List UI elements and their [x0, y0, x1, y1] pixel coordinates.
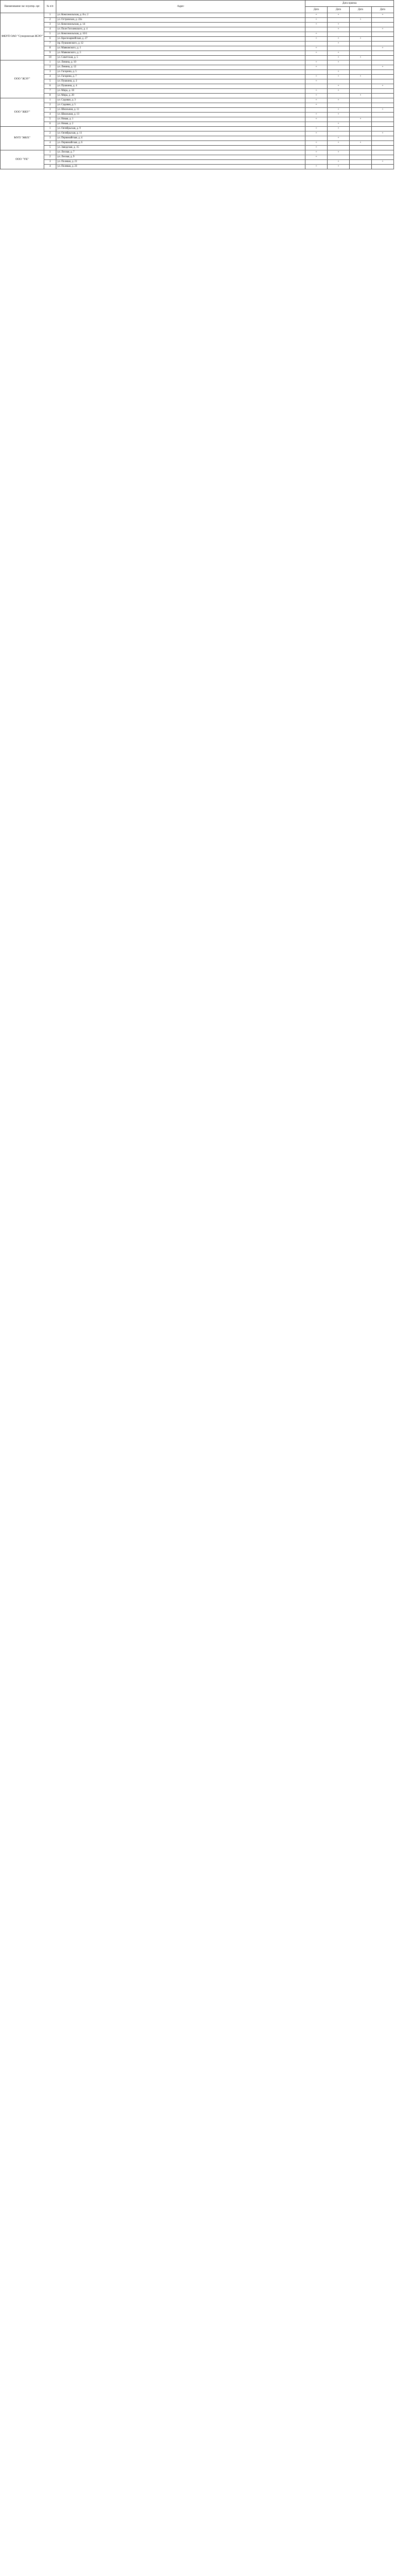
mark-cell: +: [350, 75, 372, 79]
mark-cell: [350, 122, 372, 127]
address-cell: ул. Маяковского, д. 1: [56, 46, 305, 51]
mark-cell: [372, 60, 394, 65]
mark-cell: [328, 32, 350, 37]
mark-cell: [372, 103, 394, 108]
address-cell: ул. Школьная, д. 11: [56, 108, 305, 113]
mark-cell: +: [305, 98, 328, 103]
mark-cell: +: [350, 117, 372, 122]
mark-cell: [350, 27, 372, 32]
row-number-cell: 4: [44, 27, 56, 32]
mark-cell: +: [328, 160, 350, 165]
mark-cell: +: [305, 79, 328, 84]
mark-cell: +: [328, 42, 350, 46]
header-date-group: Дата приема: [305, 1, 394, 7]
table-row: [1, 75, 394, 79]
header-col-3: Дата: [350, 7, 372, 13]
mark-cell: +: [305, 13, 328, 18]
mark-cell: [372, 18, 394, 23]
table-row: [1, 70, 394, 75]
mark-cell: +: [372, 108, 394, 113]
row-number-cell: 3: [44, 23, 56, 27]
address-cell: ул. Островская, д. 22а: [56, 18, 305, 23]
mark-cell: +: [372, 160, 394, 165]
table-row: [1, 117, 394, 122]
mark-cell: [372, 113, 394, 117]
mark-cell: [350, 65, 372, 70]
mark-cell: +: [305, 113, 328, 117]
mark-cell: +: [328, 60, 350, 65]
table-row: [1, 42, 394, 46]
mark-cell: [372, 94, 394, 98]
mark-cell: [350, 60, 372, 65]
mark-cell: [350, 103, 372, 108]
mark-cell: +: [305, 165, 328, 169]
mark-cell: +: [328, 122, 350, 127]
address-cell: ул. Советская, д. 5: [56, 56, 305, 60]
mark-cell: [372, 122, 394, 127]
mark-cell: +: [350, 141, 372, 146]
address-cell: пр. Пушкинского, д. 12: [56, 42, 305, 46]
mark-cell: +: [372, 13, 394, 18]
address-cell: ул. Октябрьская, д. 11: [56, 132, 305, 136]
row-number-cell: 3: [44, 136, 56, 141]
address-cell: ул. Гагарина, д. 5: [56, 70, 305, 75]
mark-cell: [305, 84, 328, 89]
row-number-cell: 1: [44, 150, 56, 155]
mark-cell: [350, 146, 372, 150]
row-number-cell: 3: [44, 160, 56, 165]
mark-cell: [372, 136, 394, 141]
housing-table: [0, 0, 394, 169]
table-row: [1, 84, 394, 89]
mark-cell: +: [350, 56, 372, 60]
mark-cell: [328, 65, 350, 70]
row-number-cell: 2: [44, 103, 56, 108]
row-number-cell: 2: [44, 18, 56, 23]
mark-cell: [305, 136, 328, 141]
mark-cell: +: [328, 150, 350, 155]
row-number-cell: 4: [44, 113, 56, 117]
table-row: [1, 32, 394, 37]
mark-cell: +: [350, 37, 372, 42]
row-number-cell: 1: [44, 60, 56, 65]
address-cell: ул. Маяковского, д. 3: [56, 51, 305, 56]
table-row: [1, 136, 394, 141]
mark-cell: +: [305, 60, 328, 65]
table-row: [1, 108, 394, 113]
address-cell: ул. Пушкина, д. 2: [56, 79, 305, 84]
header-org: Наименование экс плуатир. орг.: [1, 1, 44, 13]
address-cell: ул. Мира, д. 20: [56, 94, 305, 98]
mark-cell: [372, 79, 394, 84]
mark-cell: +: [305, 155, 328, 160]
address-cell: ул. Красноармейская, д. 27: [56, 37, 305, 42]
row-number-cell: 4: [44, 75, 56, 79]
row-number-cell: 8: [44, 94, 56, 98]
row-number-cell: 5: [44, 32, 56, 37]
mark-cell: [372, 146, 394, 150]
mark-cell: [350, 51, 372, 56]
table-row: [1, 132, 394, 136]
mark-cell: [350, 136, 372, 141]
mark-cell: +: [328, 27, 350, 32]
mark-cell: +: [372, 84, 394, 89]
row-number-cell: 6: [44, 84, 56, 89]
mark-cell: +: [328, 51, 350, 56]
mark-cell: [372, 56, 394, 60]
mark-cell: +: [305, 65, 328, 70]
mark-cell: +: [328, 23, 350, 27]
mark-cell: [350, 42, 372, 46]
mark-cell: [350, 160, 372, 165]
table-row: [1, 60, 394, 65]
mark-cell: +: [372, 46, 394, 51]
mark-cell: [372, 89, 394, 94]
mark-cell: +: [305, 127, 328, 132]
mark-cell: [372, 70, 394, 75]
mark-cell: +: [305, 23, 328, 27]
org-name-cell: МУП "ЖКХ": [1, 127, 44, 150]
address-cell: ул. Комсомольская, д. 14: [56, 23, 305, 27]
mark-cell: +: [328, 113, 350, 117]
address-cell: ул. Садовая, д. 3: [56, 98, 305, 103]
mark-cell: +: [328, 108, 350, 113]
mark-cell: [372, 127, 394, 132]
mark-cell: [372, 141, 394, 146]
table-row: [1, 150, 394, 155]
mark-cell: [350, 70, 372, 75]
table-row: [1, 89, 394, 94]
address-cell: ул. Первомайская, д. 6: [56, 141, 305, 146]
table-row: [1, 46, 394, 51]
table-row: [1, 113, 394, 117]
org-name-cell: ООО "УК": [1, 150, 44, 169]
mark-cell: [350, 79, 372, 84]
table-row: [1, 23, 394, 27]
mark-cell: [350, 113, 372, 117]
address-cell: ул. Заводская, д. 15: [56, 146, 305, 150]
mark-cell: +: [328, 165, 350, 169]
row-number-cell: 10: [44, 56, 56, 60]
mark-cell: [372, 23, 394, 27]
mark-cell: [305, 70, 328, 75]
row-number-cell: 6: [44, 37, 56, 42]
table-row: [1, 65, 394, 70]
mark-cell: [350, 13, 372, 18]
row-number-cell: 1: [44, 98, 56, 103]
address-cell: ул. Садовая, д. 5: [56, 103, 305, 108]
row-number-cell: 3: [44, 70, 56, 75]
org-name-cell: ООО "ЖЭУ": [1, 60, 44, 98]
address-cell: ул. Полевая, д. 21: [56, 160, 305, 165]
table-row: [1, 165, 394, 169]
row-number-cell: 1: [44, 127, 56, 132]
row-number-cell: 2: [44, 132, 56, 136]
table-row: [1, 103, 394, 108]
mark-cell: [305, 122, 328, 127]
table-body: [1, 13, 394, 169]
row-number-cell: 9: [44, 51, 56, 56]
mark-cell: [372, 165, 394, 169]
org-name-cell: ООО "ЖКУ": [1, 98, 44, 127]
mark-cell: [350, 84, 372, 89]
address-cell: ул. Ленина, д. 12: [56, 65, 305, 70]
address-cell: ул. Лесная, д. 9: [56, 155, 305, 160]
mark-cell: +: [372, 132, 394, 136]
mark-cell: +: [328, 98, 350, 103]
mark-cell: +: [305, 37, 328, 42]
row-number-cell: 5: [44, 79, 56, 84]
address-cell: ул. Поле Гоголевского, д. 4: [56, 27, 305, 32]
mark-cell: [350, 165, 372, 169]
mark-cell: [350, 89, 372, 94]
table-row: [1, 27, 394, 32]
mark-cell: [328, 132, 350, 136]
table-row: [1, 79, 394, 84]
mark-cell: +: [305, 75, 328, 79]
mark-cell: [328, 94, 350, 98]
row-number-cell: 3: [44, 108, 56, 113]
mark-cell: +: [305, 117, 328, 122]
mark-cell: +: [305, 132, 328, 136]
mark-cell: +: [328, 70, 350, 75]
address-cell: ул. Первомайская, д. 4: [56, 136, 305, 141]
mark-cell: +: [372, 65, 394, 70]
mark-cell: [350, 132, 372, 136]
mark-cell: [372, 98, 394, 103]
address-cell: ул. Полевая, д. 23: [56, 165, 305, 169]
mark-cell: [372, 117, 394, 122]
mark-cell: [328, 103, 350, 108]
header-col-2: Дата: [328, 7, 350, 13]
table-row: [1, 56, 394, 60]
mark-cell: +: [372, 27, 394, 32]
mark-cell: +: [305, 103, 328, 108]
table-row: [1, 37, 394, 42]
mark-cell: +: [305, 150, 328, 155]
row-number-cell: 2: [44, 65, 56, 70]
address-cell: ул. Мира, д. 18: [56, 89, 305, 94]
header-col-1: Дата: [305, 7, 328, 13]
table-row: [1, 127, 394, 132]
mark-cell: [350, 46, 372, 51]
row-number-cell: 5: [44, 146, 56, 150]
mark-cell: +: [328, 84, 350, 89]
mark-cell: [328, 46, 350, 51]
row-number-cell: 7: [44, 42, 56, 46]
mark-cell: [305, 56, 328, 60]
mark-cell: [372, 51, 394, 56]
table-row: [1, 160, 394, 165]
table-row: [1, 51, 394, 56]
address-cell: ул. Комсомольская, д. 16/1: [56, 32, 305, 37]
mark-cell: +: [328, 37, 350, 42]
mark-cell: [372, 37, 394, 42]
address-cell: ул. Ленина, д. 10: [56, 60, 305, 65]
address-cell: ул. Комсомольская, д. 8 к. 2: [56, 13, 305, 18]
mark-cell: [328, 146, 350, 150]
mark-cell: +: [305, 32, 328, 37]
row-number-cell: 4: [44, 141, 56, 146]
table-row: [1, 141, 394, 146]
mark-cell: [328, 155, 350, 160]
table-row: [1, 94, 394, 98]
row-number-cell: 4: [44, 165, 56, 169]
mark-cell: +: [328, 127, 350, 132]
mark-cell: +: [328, 13, 350, 18]
mark-cell: +: [305, 18, 328, 23]
mark-cell: +: [305, 89, 328, 94]
mark-cell: +: [350, 18, 372, 23]
mark-cell: +: [328, 89, 350, 94]
address-cell: ул. Гагарина, д. 7: [56, 75, 305, 79]
mark-cell: +: [328, 141, 350, 146]
mark-cell: [305, 42, 328, 46]
mark-cell: [305, 27, 328, 32]
mark-cell: [350, 98, 372, 103]
mark-cell: +: [328, 75, 350, 79]
mark-cell: [350, 127, 372, 132]
header-num: № п/п: [44, 1, 56, 13]
address-cell: ул. Новая, д. 1: [56, 117, 305, 122]
header-address: Адрес: [56, 1, 305, 13]
mark-cell: [372, 75, 394, 79]
mark-cell: [328, 117, 350, 122]
address-cell: ул. Лесная, д. 7: [56, 150, 305, 155]
mark-cell: [372, 42, 394, 46]
mark-cell: +: [305, 146, 328, 150]
mark-cell: +: [305, 46, 328, 51]
mark-cell: [372, 32, 394, 37]
row-number-cell: 8: [44, 46, 56, 51]
org-name-cell: ФКУП ОАО "Суворовская ЖЭО": [1, 13, 44, 60]
mark-cell: [350, 32, 372, 37]
mark-cell: [350, 23, 372, 27]
mark-cell: [305, 160, 328, 165]
row-number-cell: 6: [44, 122, 56, 127]
table-row: [1, 122, 394, 127]
address-cell: ул. Пушкина, д. 4: [56, 84, 305, 89]
mark-cell: +: [305, 51, 328, 56]
address-cell: ул. Октябрьская, д. 9: [56, 127, 305, 132]
mark-cell: +: [350, 94, 372, 98]
table-row: [1, 146, 394, 150]
table-header: [1, 1, 394, 13]
mark-cell: [305, 108, 328, 113]
table-row: [1, 155, 394, 160]
mark-cell: [350, 150, 372, 155]
mark-cell: +: [305, 94, 328, 98]
mark-cell: [328, 79, 350, 84]
row-number-cell: 1: [44, 13, 56, 18]
address-cell: ул. Новая, д. 2: [56, 122, 305, 127]
mark-cell: [350, 155, 372, 160]
table-row: [1, 98, 394, 103]
table-row: [1, 13, 394, 18]
mark-cell: +: [328, 56, 350, 60]
mark-cell: [328, 18, 350, 23]
header-col-4: Дата: [372, 7, 394, 13]
mark-cell: [350, 108, 372, 113]
address-cell: ул. Школьная, д. 13: [56, 113, 305, 117]
mark-cell: [372, 150, 394, 155]
mark-cell: +: [328, 136, 350, 141]
table-row: [1, 18, 394, 23]
mark-cell: [372, 155, 394, 160]
row-number-cell: 2: [44, 155, 56, 160]
mark-cell: +: [305, 141, 328, 146]
row-number-cell: 7: [44, 89, 56, 94]
row-number-cell: 5: [44, 117, 56, 122]
